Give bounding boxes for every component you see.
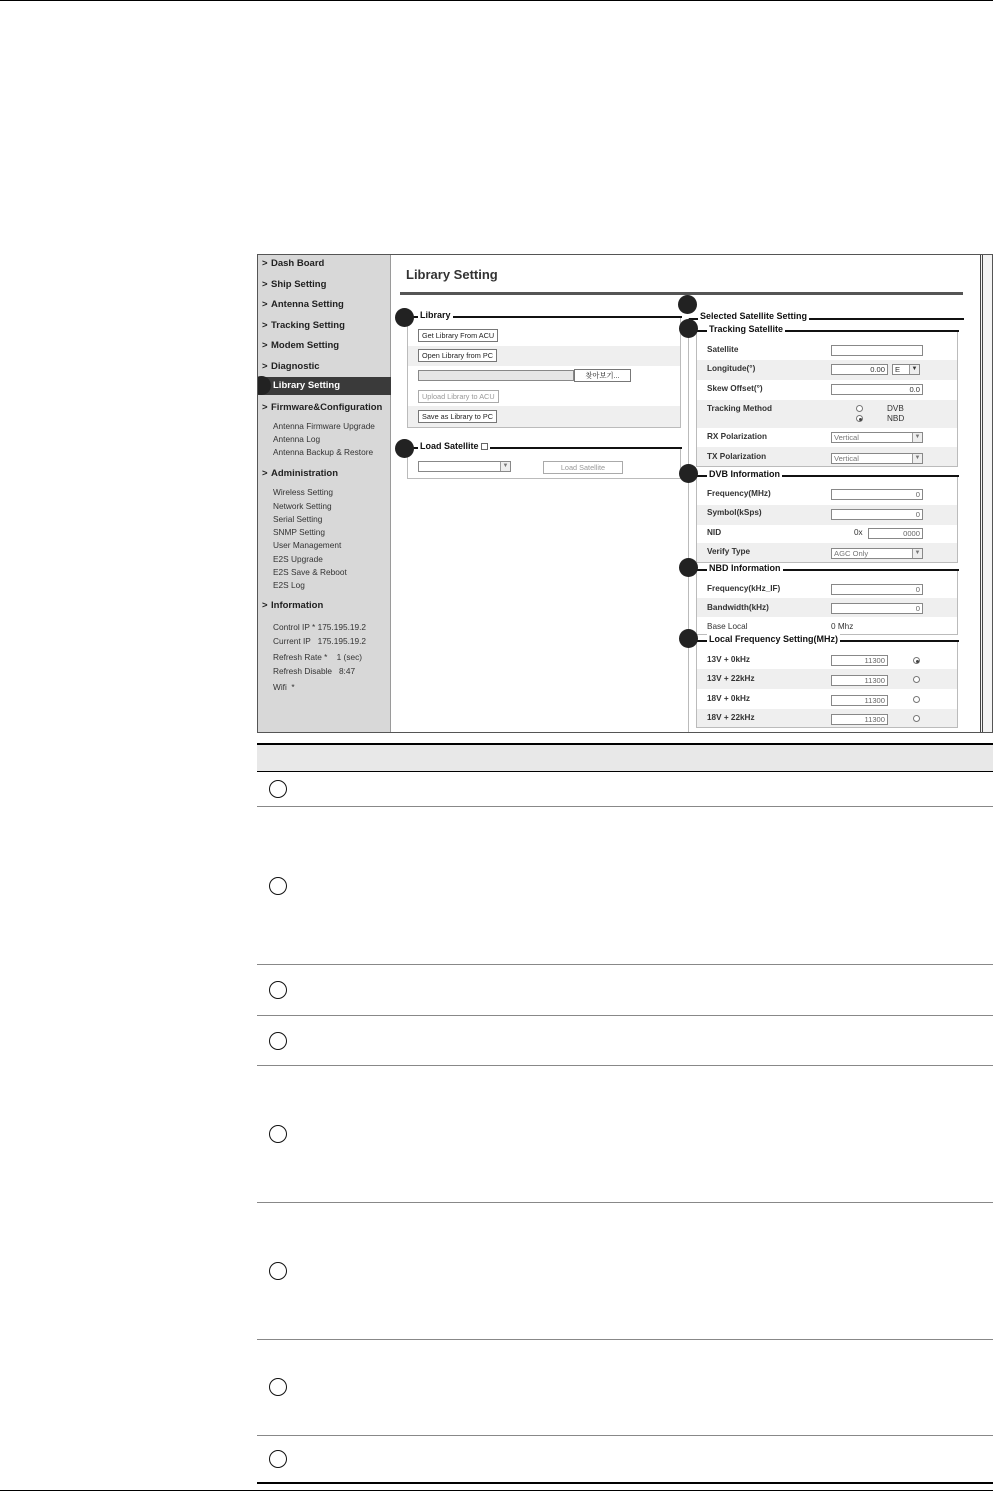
get-library-from-acu-button[interactable]: Get Library From ACU xyxy=(418,329,498,342)
screenshot-frame xyxy=(257,254,993,733)
skew-offset-input[interactable]: 0.0 xyxy=(831,384,923,395)
chevron-right-icon: > xyxy=(262,279,268,290)
nbd-frequency-label: Frequency(kHz_IF) xyxy=(707,584,781,593)
tracking-method-label: Tracking Method xyxy=(707,404,773,413)
tracking-method-nbd-label: NBD xyxy=(887,414,905,423)
local-row-label: 13V + 0kHz xyxy=(707,655,751,664)
number-circle-icon xyxy=(269,780,287,798)
local-frequency-radio[interactable] xyxy=(913,715,920,722)
nav-snmp-setting[interactable]: SNMP Setting xyxy=(273,527,325,537)
nav-wireless-setting[interactable]: Wireless Setting xyxy=(273,487,333,497)
local-frequency-input[interactable]: 11300 xyxy=(831,655,888,666)
dvb-information-legend: DVB Information xyxy=(709,469,780,479)
table-row xyxy=(257,772,993,807)
load-satellite-panel xyxy=(407,441,681,479)
table-row xyxy=(257,1340,993,1436)
verify-type-label: Verify Type xyxy=(707,547,751,556)
local-frequency-legend: Local Frequency Setting(MHz) xyxy=(709,634,839,644)
chevron-right-icon: > xyxy=(262,258,268,269)
verify-type-select[interactable]: AGC Only ▼ xyxy=(831,548,923,559)
chevron-down-icon: ▼ xyxy=(909,365,919,374)
tracking-method-nbd-radio[interactable] xyxy=(856,415,863,422)
tx-polarization-select[interactable]: Vertical ▼ xyxy=(831,453,923,464)
callout-marker xyxy=(679,629,698,648)
load-satellite-button[interactable]: Load Satellite xyxy=(543,461,623,474)
nav-tracking-setting[interactable]: > Tracking Setting xyxy=(262,320,345,331)
nav-antenna-firmware-upgrade[interactable]: Antenna Firmware Upgrade xyxy=(273,421,375,431)
nav-ship-setting[interactable]: > Ship Setting xyxy=(262,279,327,290)
library-file-path-input[interactable] xyxy=(418,370,574,381)
dvb-frequency-label: Frequency(MHz) xyxy=(707,489,771,498)
number-circle-icon xyxy=(269,1450,287,1468)
base-local-label: Base Local xyxy=(707,622,748,631)
local-row-label: 18V + 22kHz xyxy=(707,713,755,722)
selected-satellite-legend: Selected Satellite Setting xyxy=(700,311,808,321)
base-local-value: 0 Mhz xyxy=(831,622,854,631)
load-satellite-legend: Load Satellite xyxy=(418,441,490,451)
nav-antenna-backup-restore[interactable]: Antenna Backup & Restore xyxy=(273,447,374,457)
callout-marker xyxy=(678,295,697,314)
satellite-input[interactable] xyxy=(831,345,923,356)
chevron-right-icon: > xyxy=(262,600,268,611)
satellite-select[interactable] xyxy=(418,461,511,472)
satellite-label: Satellite xyxy=(707,345,739,354)
chevron-down-icon: ▼ xyxy=(912,454,922,463)
nbd-bandwidth-label: Bandwidth(kHz) xyxy=(707,603,769,612)
callout-marker xyxy=(395,439,414,458)
table-row xyxy=(257,1016,993,1066)
top-rule xyxy=(0,0,993,1)
nav-administration[interactable]: > Administration xyxy=(262,468,339,479)
nbd-information-legend: NBD Information xyxy=(709,563,781,573)
selected-panel-left-border xyxy=(688,318,689,732)
library-legend: Library xyxy=(420,310,451,320)
nav-antenna-log[interactable]: Antenna Log xyxy=(273,434,321,444)
number-circle-icon xyxy=(269,1125,287,1143)
table-header xyxy=(257,743,993,772)
chevron-right-icon: > xyxy=(262,320,268,331)
number-circle-icon xyxy=(269,877,287,895)
scrollbar[interactable] xyxy=(980,255,992,732)
tracking-method-dvb-label: DVB xyxy=(887,404,904,413)
tracking-satellite-legend: Tracking Satellite xyxy=(709,324,784,334)
callout-marker xyxy=(679,558,698,577)
nav-dash-board[interactable]: > Dash Board xyxy=(262,258,325,269)
rx-polarization-label: RX Polarization xyxy=(707,432,768,441)
chevron-right-icon: > xyxy=(262,402,268,413)
nbd-bandwidth-input[interactable]: 0 xyxy=(831,603,923,614)
local-frequency-input[interactable]: 11300 xyxy=(831,675,888,686)
bottom-rule xyxy=(0,1490,993,1491)
nav-library-setting[interactable]: Library Setting xyxy=(258,377,391,395)
number-circle-icon xyxy=(269,981,287,999)
local-frequency-panel xyxy=(696,634,958,728)
chevron-down-icon: ▼ xyxy=(912,433,922,442)
number-circle-icon xyxy=(269,1262,287,1280)
tracking-satellite-panel xyxy=(696,324,958,467)
page-title: Library Setting xyxy=(406,267,498,282)
chevron-right-icon: > xyxy=(262,361,268,372)
dvb-symbol-label: Symbol(kSps) xyxy=(707,508,762,517)
nav-e2s-log[interactable]: E2S Log xyxy=(273,580,305,590)
current-ip: Current IP 175.195.19.2 xyxy=(273,636,367,646)
nav-e2s-save-reboot[interactable]: E2S Save & Reboot xyxy=(273,567,347,577)
table-row xyxy=(257,807,993,965)
table-row xyxy=(257,965,993,1016)
longitude-direction-select[interactable]: E ▼ xyxy=(892,364,920,375)
wifi-status: Wifi * xyxy=(273,682,295,692)
dvb-nid-input[interactable]: 0000 xyxy=(868,528,923,539)
longitude-input[interactable]: 0.00 xyxy=(831,364,888,375)
refresh-disable[interactable]: Refresh Disable 8:47 xyxy=(273,666,356,676)
dvb-information-panel xyxy=(696,469,958,563)
chevron-right-icon: > xyxy=(262,299,268,310)
chevron-right-icon: > xyxy=(262,468,268,479)
control-ip: Control IP * 175.195.19.2 xyxy=(273,622,367,632)
number-circle-icon xyxy=(269,1378,287,1396)
table-row xyxy=(257,1066,993,1203)
nav-firmware-configuration[interactable]: > Firmware&Configuration xyxy=(262,402,383,413)
dvb-nid-prefix: 0x xyxy=(854,528,863,537)
callout-marker xyxy=(679,464,698,483)
dvb-symbol-input[interactable]: 0 xyxy=(831,509,923,520)
save-as-library-to-pc-button[interactable]: Save as Library to PC xyxy=(418,410,497,423)
callout-marker xyxy=(679,319,698,338)
load-satellite-checkbox[interactable] xyxy=(481,443,488,450)
table-row xyxy=(257,1203,993,1340)
nav-diagnostic[interactable]: > Diagnostic xyxy=(262,361,320,372)
number-circle-icon xyxy=(269,1032,287,1050)
local-row-label: 13V + 22kHz xyxy=(707,674,755,683)
tx-polarization-label: TX Polarization xyxy=(707,452,767,461)
local-frequency-input[interactable]: 11300 xyxy=(831,695,888,706)
callout-marker xyxy=(395,308,414,327)
chevron-down-icon: ▼ xyxy=(500,462,510,471)
dvb-frequency-input[interactable]: 0 xyxy=(831,489,923,500)
chevron-down-icon: ▼ xyxy=(912,549,922,558)
title-divider xyxy=(400,292,963,295)
skew-offset-label: Skew Offset(°) xyxy=(707,384,763,393)
local-frequency-radio[interactable] xyxy=(913,676,920,683)
nav-network-setting[interactable]: Network Setting xyxy=(273,501,332,511)
upload-library-to-acu-button[interactable]: Upload Library to ACU xyxy=(418,390,499,403)
chevron-right-icon: > xyxy=(262,340,268,351)
open-library-from-pc-button[interactable]: Open Library from PC xyxy=(418,349,497,362)
nav-e2s-upgrade[interactable]: E2S Upgrade xyxy=(273,554,323,564)
local-row-label: 18V + 0kHz xyxy=(707,694,751,703)
nav-antenna-setting[interactable]: > Antenna Setting xyxy=(262,299,344,310)
local-frequency-input[interactable]: 11300 xyxy=(831,714,888,725)
nav-user-management[interactable]: User Management xyxy=(273,540,342,550)
nav-serial-setting[interactable]: Serial Setting xyxy=(273,514,323,524)
sidebar xyxy=(258,255,391,732)
nbd-information-panel xyxy=(696,563,958,635)
nbd-frequency-input[interactable]: 0 xyxy=(831,584,923,595)
nav-modem-setting[interactable]: > Modem Setting xyxy=(262,340,340,351)
local-frequency-radio[interactable] xyxy=(913,657,920,664)
browse-button[interactable]: 찾아보기... xyxy=(574,369,631,382)
local-frequency-radio[interactable] xyxy=(913,696,920,703)
longitude-label: Longitude(°) xyxy=(707,364,756,373)
rx-polarization-select[interactable]: Vertical ▼ xyxy=(831,432,923,443)
nav-information[interactable]: > Information xyxy=(262,600,324,611)
table-row xyxy=(257,1436,993,1484)
dvb-nid-label: NID xyxy=(707,528,722,537)
refresh-rate: Refresh Rate * 1 (sec) xyxy=(273,652,362,662)
main-content xyxy=(392,255,992,732)
tracking-method-dvb-radio[interactable] xyxy=(856,405,863,412)
library-panel xyxy=(407,310,681,428)
